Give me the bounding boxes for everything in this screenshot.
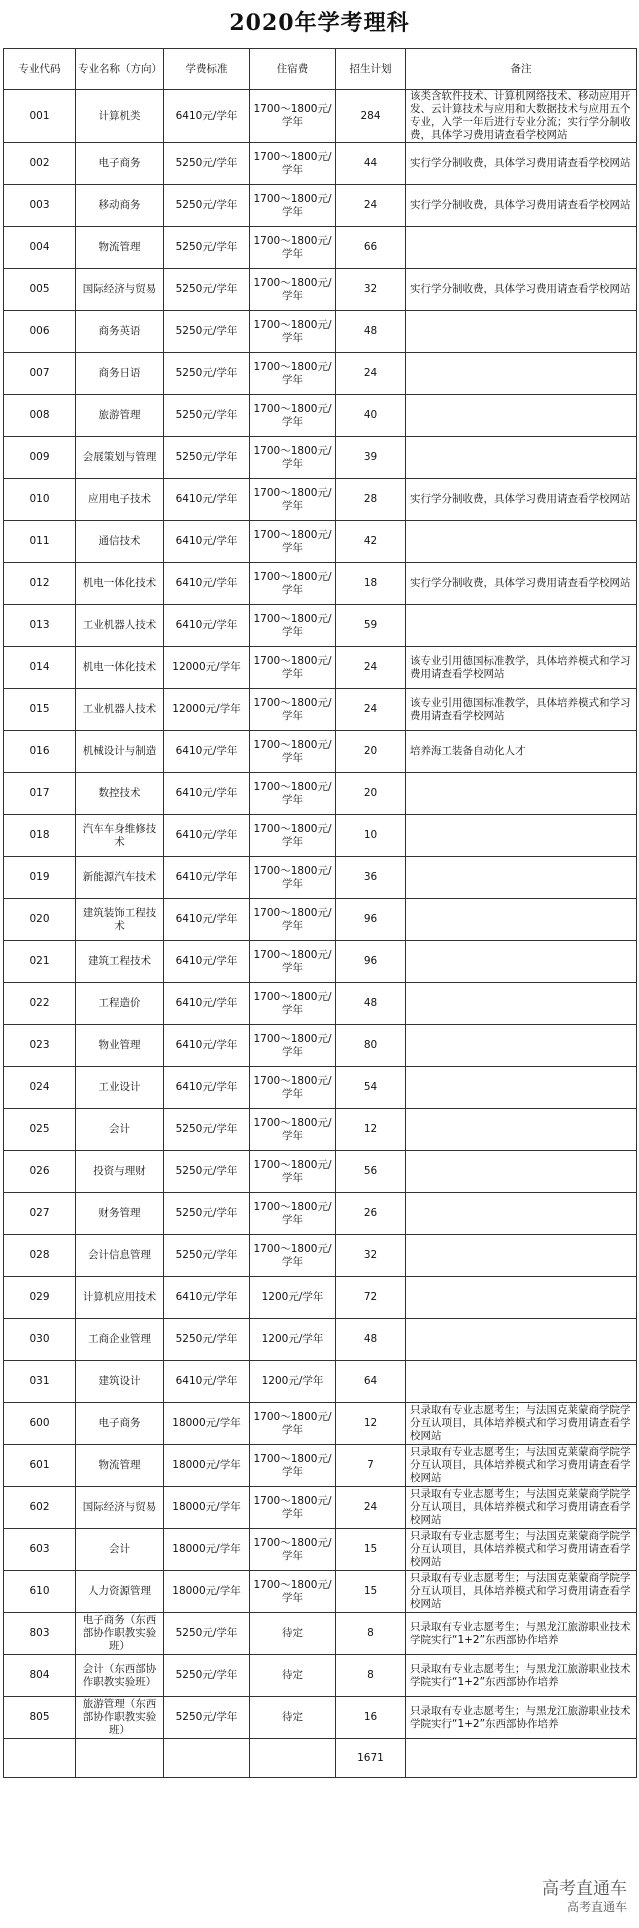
cell-dorm: 待定 — [250, 1655, 336, 1697]
cell-plan: 15 — [336, 1529, 406, 1571]
cell-note — [406, 1277, 637, 1319]
table-row — [4, 395, 637, 437]
cell-name: 国际经济与贸易 — [76, 269, 164, 311]
cell-plan: 24 — [336, 353, 406, 395]
cell-code: 601 — [4, 1445, 76, 1487]
cell-note: 只录取有专业志愿考生；与法国克莱蒙商学院学分互认项目，具体培养模式和学习费用请查看学校网站 — [406, 1403, 637, 1445]
table-row — [4, 311, 637, 353]
empty-cell — [4, 1739, 76, 1778]
cell-code: 002 — [4, 143, 76, 185]
cell-plan: 48 — [336, 1319, 406, 1361]
cell-note: 实行学分制收费，具体学习费用请查看学校网站 — [406, 185, 637, 227]
cell-code: 029 — [4, 1277, 76, 1319]
cell-note — [406, 1319, 637, 1361]
cell-code: 016 — [4, 731, 76, 773]
table-header-row — [4, 49, 637, 90]
cell-plan: 8 — [336, 1613, 406, 1655]
cell-plan: 44 — [336, 143, 406, 185]
cell-dorm: 1700～1800元/学年 — [250, 185, 336, 227]
cell-name: 工业机器人技术 — [76, 605, 164, 647]
cell-fee: 5250元/学年 — [164, 143, 250, 185]
cell-dorm: 1700～1800元/学年 — [250, 605, 336, 647]
table-row — [4, 1571, 637, 1613]
table-row — [4, 689, 637, 731]
cell-plan: 32 — [336, 1235, 406, 1277]
cell-name: 计算机应用技术 — [76, 1277, 164, 1319]
cell-plan: 48 — [336, 311, 406, 353]
cell-note — [406, 311, 637, 353]
watermark — [475, 1872, 635, 1918]
cell-plan: 10 — [336, 815, 406, 857]
cell-fee: 5250元/学年 — [164, 1319, 250, 1361]
cell-dorm: 1700～1800元/学年 — [250, 689, 336, 731]
cell-code: 015 — [4, 689, 76, 731]
cell-note — [406, 899, 637, 941]
cell-code: 024 — [4, 1067, 76, 1109]
cell-fee: 6410元/学年 — [164, 899, 250, 941]
cell-fee: 6410元/学年 — [164, 857, 250, 899]
cell-code: 004 — [4, 227, 76, 269]
cell-plan: 36 — [336, 857, 406, 899]
cell-name: 数控技术 — [76, 773, 164, 815]
cell-fee: 6410元/学年 — [164, 983, 250, 1025]
table-row — [4, 1067, 637, 1109]
admission-table — [3, 48, 637, 1778]
cell-dorm: 1700～1800元/学年 — [250, 983, 336, 1025]
header-code: 专业代码 — [4, 49, 76, 90]
cell-fee: 6410元/学年 — [164, 1067, 250, 1109]
header-name: 专业名称（方向） — [76, 49, 164, 90]
cell-fee: 5250元/学年 — [164, 1235, 250, 1277]
cell-code: 003 — [4, 185, 76, 227]
cell-note — [406, 773, 637, 815]
cell-dorm: 1700～1800元/学年 — [250, 815, 336, 857]
cell-dorm: 1700～1800元/学年 — [250, 1235, 336, 1277]
cell-dorm: 1700～1800元/学年 — [250, 1067, 336, 1109]
cell-note: 只录取有专业志愿考生；与法国克莱蒙商学院学分互认项目，具体培养模式和学习费用请查看学校网站 — [406, 1529, 637, 1571]
cell-fee: 18000元/学年 — [164, 1445, 250, 1487]
cell-dorm: 1700～1800元/学年 — [250, 899, 336, 941]
cell-note: 只录取有专业志愿考生；与黑龙江旅游职业技术学院实行“1+2”东西部协作培养 — [406, 1655, 637, 1697]
cell-name: 机械设计与制造 — [76, 731, 164, 773]
table-row — [4, 647, 637, 689]
cell-code: 006 — [4, 311, 76, 353]
cell-name: 工业机器人技术 — [76, 689, 164, 731]
cell-name: 旅游管理（东西部协作职教实验班） — [76, 1697, 164, 1739]
cell-plan: 12 — [336, 1109, 406, 1151]
cell-fee: 6410元/学年 — [164, 815, 250, 857]
cell-note — [406, 1193, 637, 1235]
header-dorm: 住宿费 — [250, 49, 336, 90]
cell-plan: 16 — [336, 1697, 406, 1739]
cell-name: 会计信息管理 — [76, 1235, 164, 1277]
cell-dorm: 待定 — [250, 1697, 336, 1739]
cell-code: 803 — [4, 1613, 76, 1655]
cell-dorm: 1700～1800元/学年 — [250, 521, 336, 563]
cell-dorm: 1700～1800元/学年 — [250, 1109, 336, 1151]
cell-note — [406, 227, 637, 269]
cell-fee: 6410元/学年 — [164, 773, 250, 815]
cell-note: 该专业引用德国标准教学，具体培养模式和学习费用请查看学校网站 — [406, 647, 637, 689]
table-row — [4, 1277, 637, 1319]
cell-plan: 18 — [336, 563, 406, 605]
table-row — [4, 1487, 637, 1529]
cell-note — [406, 815, 637, 857]
header-plan: 招生计划 — [336, 49, 406, 90]
cell-fee: 18000元/学年 — [164, 1403, 250, 1445]
cell-dorm: 1700～1800元/学年 — [250, 1193, 336, 1235]
cell-name: 建筑工程技术 — [76, 941, 164, 983]
cell-code: 009 — [4, 437, 76, 479]
cell-code: 021 — [4, 941, 76, 983]
table-row — [4, 143, 637, 185]
cell-name: 旅游管理 — [76, 395, 164, 437]
cell-code: 026 — [4, 1151, 76, 1193]
cell-note: 实行学分制收费，具体学习费用请查看学校网站 — [406, 143, 637, 185]
cell-name: 电子商务 — [76, 1403, 164, 1445]
cell-plan: 96 — [336, 899, 406, 941]
cell-note: 只录取有专业志愿考生；与黑龙江旅游职业技术学院实行“1+2”东西部协作培养 — [406, 1613, 637, 1655]
table-row — [4, 1151, 637, 1193]
cell-fee: 5250元/学年 — [164, 269, 250, 311]
cell-plan: 24 — [336, 647, 406, 689]
cell-note: 只录取有专业志愿考生；与法国克莱蒙商学院学分互认项目，具体培养模式和学习费用请查看学校网站 — [406, 1445, 637, 1487]
cell-code: 010 — [4, 479, 76, 521]
cell-dorm: 1700～1800元/学年 — [250, 143, 336, 185]
cell-name: 人力资源管理 — [76, 1571, 164, 1613]
cell-note: 只录取有专业志愿考生；与法国克莱蒙商学院学分互认项目，具体培养模式和学习费用请查看学校网站 — [406, 1487, 637, 1529]
cell-code: 028 — [4, 1235, 76, 1277]
table-row — [4, 731, 637, 773]
cell-code: 600 — [4, 1403, 76, 1445]
cell-dorm: 1700～1800元/学年 — [250, 311, 336, 353]
cell-fee: 6410元/学年 — [164, 1277, 250, 1319]
cell-note — [406, 1025, 637, 1067]
cell-code: 019 — [4, 857, 76, 899]
cell-fee: 5250元/学年 — [164, 1655, 250, 1697]
table-row — [4, 1361, 637, 1403]
cell-code: 025 — [4, 1109, 76, 1151]
watermark-primary: 高考直通车 — [542, 1879, 627, 1899]
cell-fee: 5250元/学年 — [164, 1109, 250, 1151]
table-row — [4, 521, 637, 563]
cell-name: 工业设计 — [76, 1067, 164, 1109]
cell-code: 007 — [4, 353, 76, 395]
empty-cell — [250, 1739, 336, 1778]
cell-note: 只录取有专业志愿考生；与黑龙江旅游职业技术学院实行“1+2”东西部协作培养 — [406, 1697, 637, 1739]
cell-dorm: 1700～1800元/学年 — [250, 1487, 336, 1529]
cell-note: 只录取有专业志愿考生；与法国克莱蒙商学院学分互认项目，具体培养模式和学习费用请查看学校网站 — [406, 1571, 637, 1613]
cell-note — [406, 1067, 637, 1109]
table-row — [4, 1193, 637, 1235]
cell-name: 机电一体化技术 — [76, 563, 164, 605]
cell-fee: 6410元/学年 — [164, 90, 250, 143]
cell-name: 计算机类 — [76, 90, 164, 143]
cell-name: 工商企业管理 — [76, 1319, 164, 1361]
cell-fee: 18000元/学年 — [164, 1487, 250, 1529]
cell-dorm: 待定 — [250, 1613, 336, 1655]
cell-name: 移动商务 — [76, 185, 164, 227]
cell-plan: 24 — [336, 689, 406, 731]
cell-name: 财务管理 — [76, 1193, 164, 1235]
cell-note — [406, 1109, 637, 1151]
cell-name: 会计 — [76, 1109, 164, 1151]
cell-dorm: 1700～1800元/学年 — [250, 90, 336, 143]
table-row — [4, 899, 637, 941]
cell-plan: 54 — [336, 1067, 406, 1109]
cell-dorm: 1700～1800元/学年 — [250, 857, 336, 899]
cell-plan: 59 — [336, 605, 406, 647]
cell-dorm: 1700～1800元/学年 — [250, 353, 336, 395]
cell-fee: 5250元/学年 — [164, 1613, 250, 1655]
table-row — [4, 1235, 637, 1277]
cell-code: 804 — [4, 1655, 76, 1697]
cell-code: 001 — [4, 90, 76, 143]
table-row — [4, 353, 637, 395]
table-row — [4, 1319, 637, 1361]
cell-note: 实行学分制收费，具体学习费用请查看学校网站 — [406, 269, 637, 311]
cell-dorm: 1700～1800元/学年 — [250, 479, 336, 521]
cell-plan: 80 — [336, 1025, 406, 1067]
cell-plan: 40 — [336, 395, 406, 437]
cell-fee: 6410元/学年 — [164, 941, 250, 983]
cell-plan: 64 — [336, 1361, 406, 1403]
table-row — [4, 857, 637, 899]
cell-name: 商务英语 — [76, 311, 164, 353]
cell-name: 国际经济与贸易 — [76, 1487, 164, 1529]
cell-code: 603 — [4, 1529, 76, 1571]
cell-name: 会展策划与管理 — [76, 437, 164, 479]
cell-note — [406, 1235, 637, 1277]
cell-code: 013 — [4, 605, 76, 647]
cell-fee: 18000元/学年 — [164, 1529, 250, 1571]
cell-plan: 284 — [336, 90, 406, 143]
cell-plan: 12 — [336, 1403, 406, 1445]
cell-plan: 66 — [336, 227, 406, 269]
table-row — [4, 90, 637, 143]
table-row — [4, 269, 637, 311]
cell-note — [406, 605, 637, 647]
cell-name: 汽车车身维修技术 — [76, 815, 164, 857]
cell-dorm: 1700～1800元/学年 — [250, 227, 336, 269]
cell-plan: 32 — [336, 269, 406, 311]
cell-code: 031 — [4, 1361, 76, 1403]
cell-fee: 5250元/学年 — [164, 185, 250, 227]
cell-code: 011 — [4, 521, 76, 563]
cell-note — [406, 521, 637, 563]
cell-name: 新能源汽车技术 — [76, 857, 164, 899]
table-row — [4, 227, 637, 269]
cell-plan: 24 — [336, 1487, 406, 1529]
cell-name: 电子商务 — [76, 143, 164, 185]
table-row — [4, 983, 637, 1025]
watermark-secondary: 高考直通车 — [566, 1900, 627, 1914]
cell-dorm: 1700～1800元/学年 — [250, 1571, 336, 1613]
table-row — [4, 1025, 637, 1067]
cell-note: 培养海工装备自动化人才 — [406, 731, 637, 773]
cell-fee: 6410元/学年 — [164, 605, 250, 647]
cell-name: 投资与理财 — [76, 1151, 164, 1193]
cell-fee: 6410元/学年 — [164, 563, 250, 605]
table-row — [4, 1655, 637, 1697]
cell-code: 012 — [4, 563, 76, 605]
cell-dorm: 1700～1800元/学年 — [250, 1403, 336, 1445]
table-row — [4, 479, 637, 521]
cell-code: 030 — [4, 1319, 76, 1361]
cell-code: 018 — [4, 815, 76, 857]
cell-plan: 7 — [336, 1445, 406, 1487]
cell-fee: 5250元/学年 — [164, 311, 250, 353]
cell-name: 机电一体化技术 — [76, 647, 164, 689]
table-row — [4, 1445, 637, 1487]
cell-code: 023 — [4, 1025, 76, 1067]
cell-name: 物流管理 — [76, 227, 164, 269]
header-note: 备注 — [406, 49, 637, 90]
cell-name: 物流管理 — [76, 1445, 164, 1487]
cell-dorm: 1700～1800元/学年 — [250, 437, 336, 479]
cell-name: 应用电子技术 — [76, 479, 164, 521]
table-row — [4, 563, 637, 605]
cell-code: 017 — [4, 773, 76, 815]
cell-note: 实行学分制收费，具体学习费用请查看学校网站 — [406, 563, 637, 605]
cell-name: 电子商务（东西部协作职教实验班） — [76, 1613, 164, 1655]
cell-name: 工程造价 — [76, 983, 164, 1025]
cell-dorm: 1700～1800元/学年 — [250, 1445, 336, 1487]
cell-note — [406, 395, 637, 437]
cell-note — [406, 857, 637, 899]
cell-plan: 20 — [336, 773, 406, 815]
cell-name: 物业管理 — [76, 1025, 164, 1067]
cell-fee: 5250元/学年 — [164, 395, 250, 437]
header-fee: 学费标准 — [164, 49, 250, 90]
cell-plan: 20 — [336, 731, 406, 773]
cell-code: 008 — [4, 395, 76, 437]
empty-cell — [406, 1739, 637, 1778]
cell-dorm: 1700～1800元/学年 — [250, 269, 336, 311]
cell-dorm: 1200元/学年 — [250, 1319, 336, 1361]
table-row — [4, 1109, 637, 1151]
table-row — [4, 1529, 637, 1571]
cell-note: 该类含软件技术、计算机网络技术、移动应用开发、云计算技术与应用和大数据技术与应用五个专业，入学一年后进行专业分流；实行学分制收费，具体学习费用请查看学校网站 — [406, 90, 637, 143]
cell-note — [406, 983, 637, 1025]
cell-plan: 96 — [336, 941, 406, 983]
empty-cell — [76, 1739, 164, 1778]
empty-cell — [164, 1739, 250, 1778]
cell-dorm: 1700～1800元/学年 — [250, 563, 336, 605]
table-row — [4, 815, 637, 857]
cell-code: 602 — [4, 1487, 76, 1529]
cell-note: 该专业引用德国标准教学，具体培养模式和学习费用请查看学校网站 — [406, 689, 637, 731]
cell-name: 通信技术 — [76, 521, 164, 563]
cell-plan: 39 — [336, 437, 406, 479]
cell-code: 014 — [4, 647, 76, 689]
cell-dorm: 1700～1800元/学年 — [250, 1025, 336, 1067]
cell-name: 会计（东西部协作职教实验班） — [76, 1655, 164, 1697]
cell-fee: 5250元/学年 — [164, 1697, 250, 1739]
cell-fee: 6410元/学年 — [164, 479, 250, 521]
table-row — [4, 1613, 637, 1655]
cell-dorm: 1200元/学年 — [250, 1361, 336, 1403]
cell-name: 商务日语 — [76, 353, 164, 395]
cell-dorm: 1700～1800元/学年 — [250, 773, 336, 815]
table-row — [4, 1697, 637, 1739]
cell-dorm: 1700～1800元/学年 — [250, 1151, 336, 1193]
cell-dorm: 1700～1800元/学年 — [250, 647, 336, 689]
total-value: 1671 — [336, 1739, 406, 1778]
cell-fee: 6410元/学年 — [164, 731, 250, 773]
cell-fee: 5250元/学年 — [164, 227, 250, 269]
cell-note: 实行学分制收费，具体学习费用请查看学校网站 — [406, 479, 637, 521]
cell-dorm: 1200元/学年 — [250, 1277, 336, 1319]
table-row — [4, 941, 637, 983]
cell-name: 会计 — [76, 1529, 164, 1571]
cell-fee: 5250元/学年 — [164, 353, 250, 395]
cell-fee: 5250元/学年 — [164, 437, 250, 479]
cell-plan: 72 — [336, 1277, 406, 1319]
table-row — [4, 1403, 637, 1445]
cell-dorm: 1700～1800元/学年 — [250, 395, 336, 437]
cell-fee: 6410元/学年 — [164, 1361, 250, 1403]
cell-code: 027 — [4, 1193, 76, 1235]
cell-fee: 12000元/学年 — [164, 647, 250, 689]
table-row — [4, 185, 637, 227]
cell-code: 020 — [4, 899, 76, 941]
cell-plan: 56 — [336, 1151, 406, 1193]
cell-dorm: 1700～1800元/学年 — [250, 1529, 336, 1571]
table-row — [4, 773, 637, 815]
cell-plan: 28 — [336, 479, 406, 521]
cell-plan: 42 — [336, 521, 406, 563]
cell-fee: 5250元/学年 — [164, 1151, 250, 1193]
cell-note — [406, 1151, 637, 1193]
table-row — [4, 437, 637, 479]
cell-name: 建筑设计 — [76, 1361, 164, 1403]
cell-fee: 18000元/学年 — [164, 1571, 250, 1613]
cell-plan: 15 — [336, 1571, 406, 1613]
table-row — [4, 605, 637, 647]
cell-note — [406, 1361, 637, 1403]
cell-plan: 24 — [336, 185, 406, 227]
cell-fee: 6410元/学年 — [164, 1025, 250, 1067]
cell-note — [406, 353, 637, 395]
cell-note — [406, 941, 637, 983]
cell-code: 022 — [4, 983, 76, 1025]
cell-dorm: 1700～1800元/学年 — [250, 941, 336, 983]
cell-fee: 12000元/学年 — [164, 689, 250, 731]
cell-fee: 5250元/学年 — [164, 1193, 250, 1235]
cell-plan: 48 — [336, 983, 406, 1025]
cell-plan: 8 — [336, 1655, 406, 1697]
cell-note — [406, 437, 637, 479]
cell-dorm: 1700～1800元/学年 — [250, 731, 336, 773]
total-row — [4, 1739, 637, 1778]
cell-plan: 26 — [336, 1193, 406, 1235]
cell-code: 805 — [4, 1697, 76, 1739]
cell-code: 005 — [4, 269, 76, 311]
cell-code: 610 — [4, 1571, 76, 1613]
cell-fee: 6410元/学年 — [164, 521, 250, 563]
page-title: 2020年学考理科 — [229, 10, 410, 36]
cell-name: 建筑装饰工程技术 — [76, 899, 164, 941]
